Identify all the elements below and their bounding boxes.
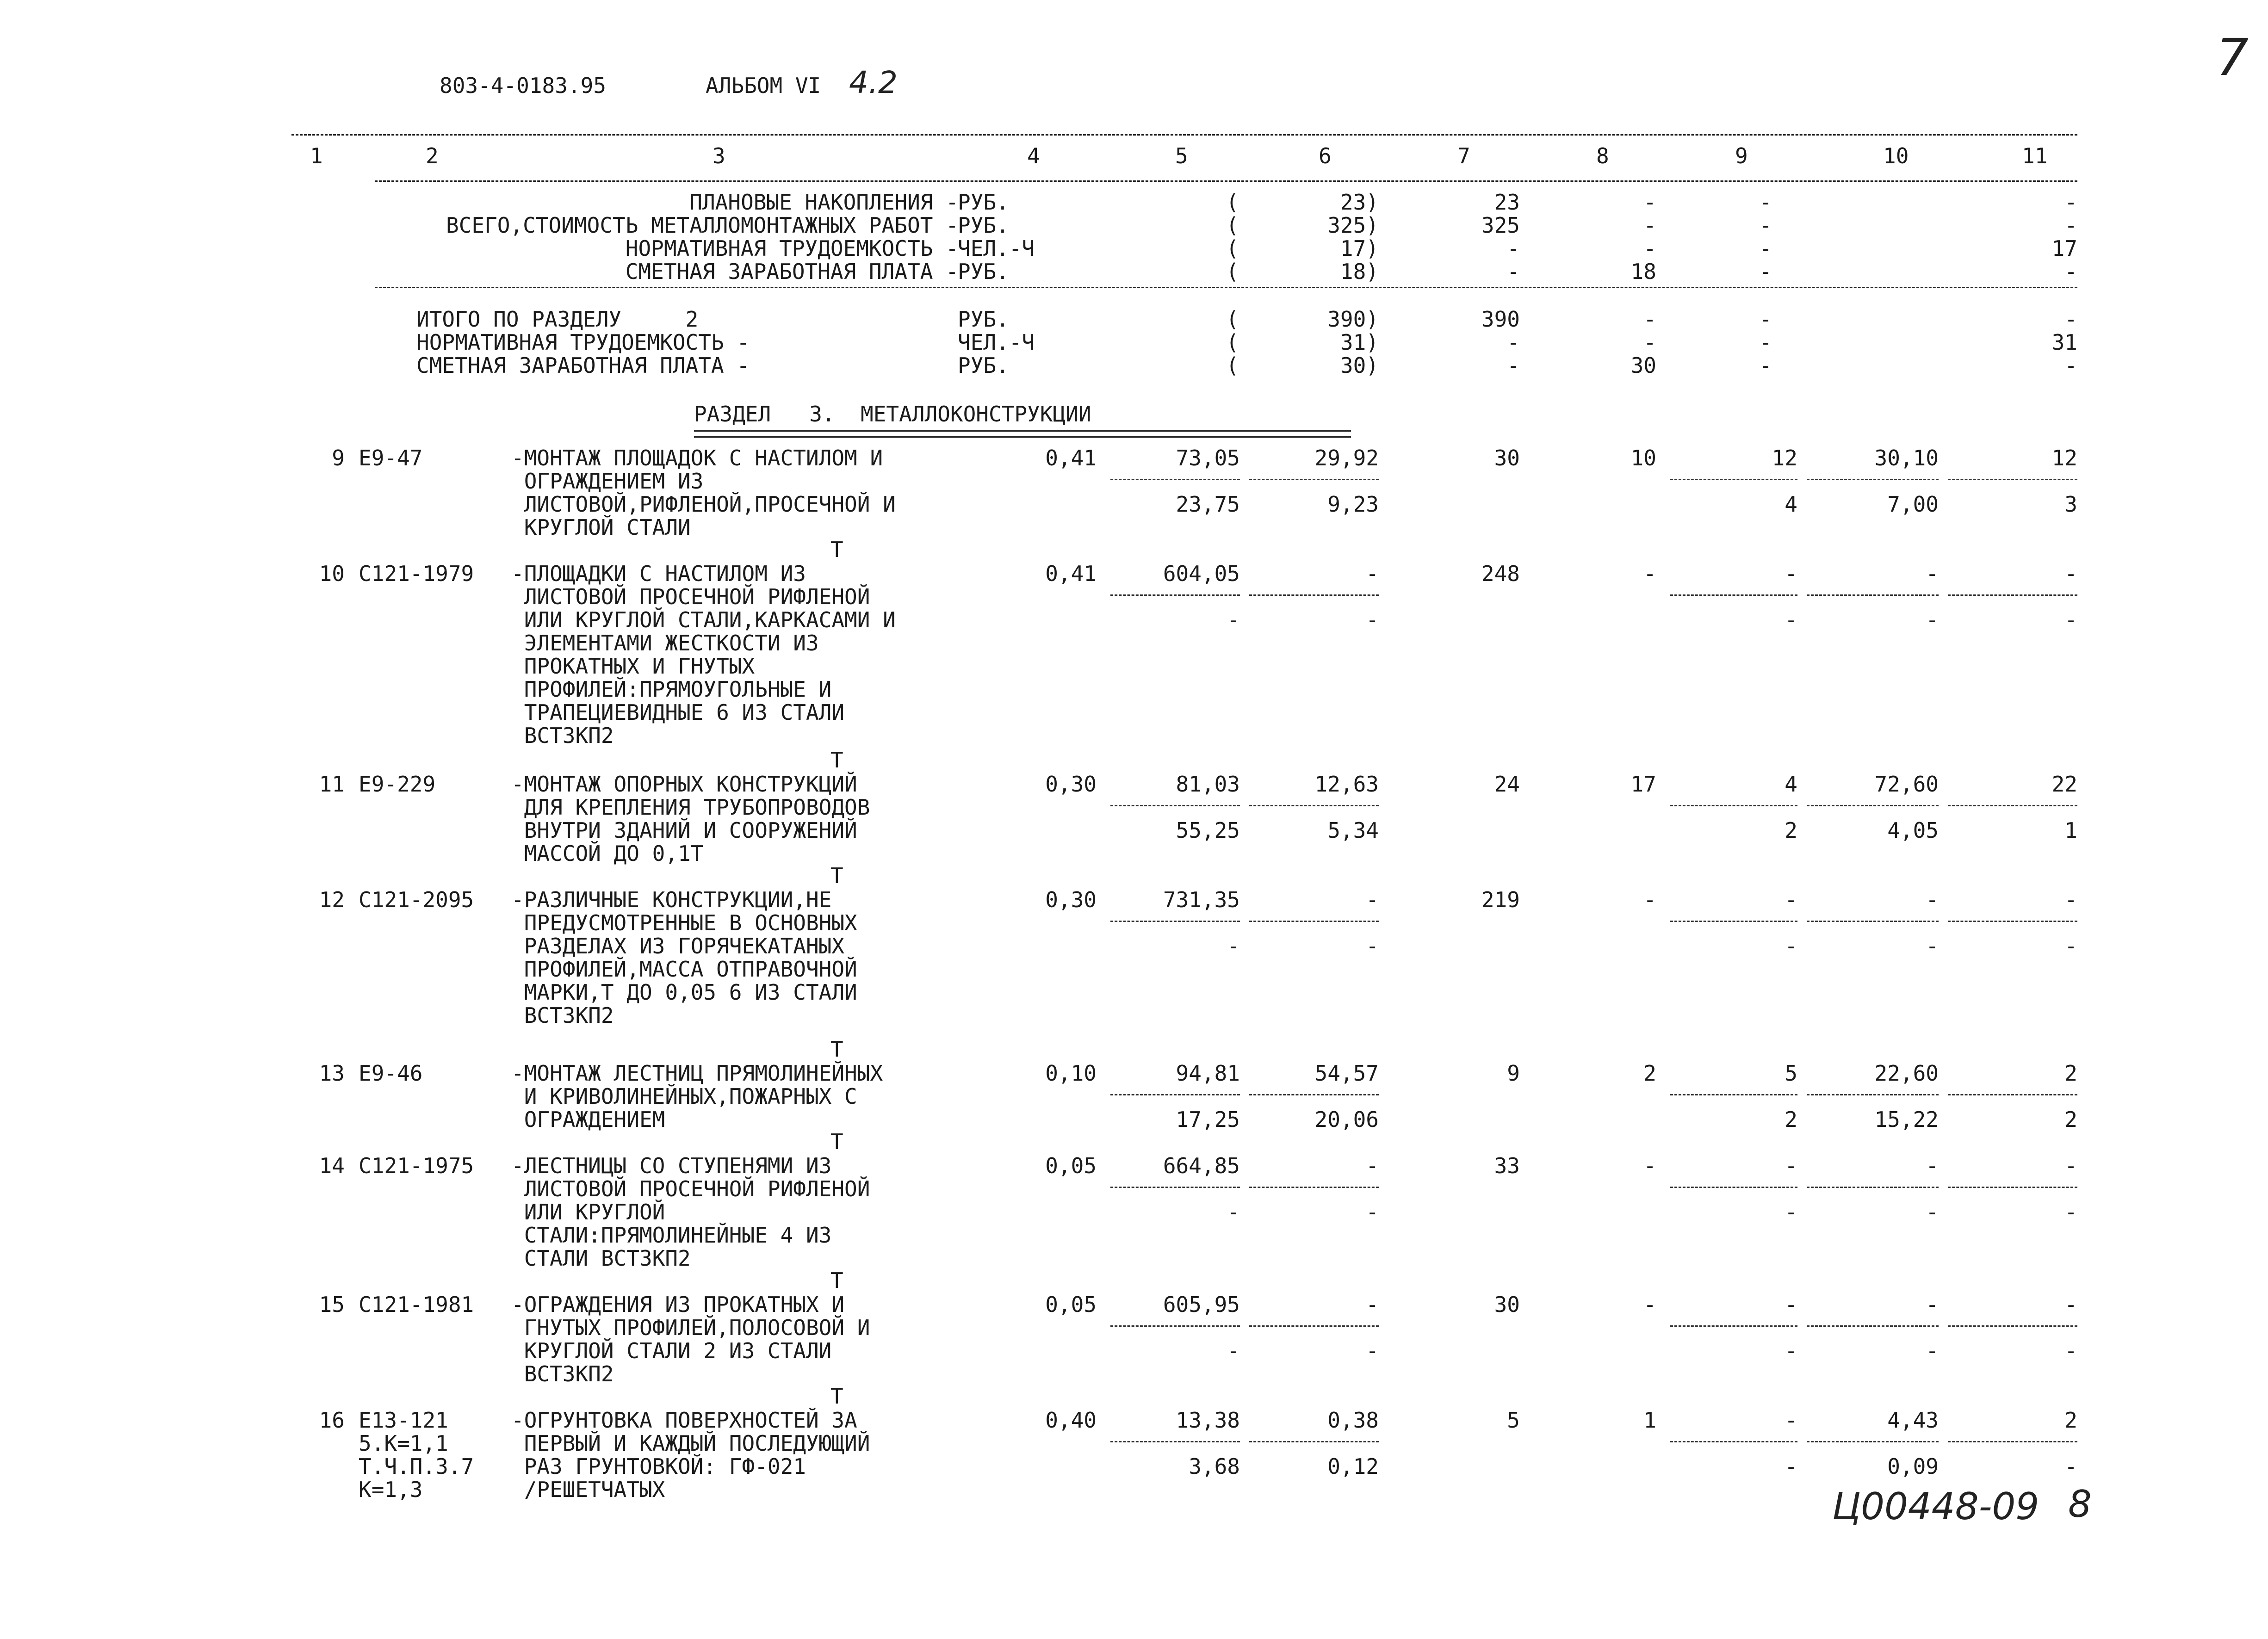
- total-c11: 17: [2051, 236, 2077, 261]
- fraction-divider: [1948, 1094, 2077, 1095]
- item-description-line: ИЛИ КРУГЛОЙ: [511, 1200, 665, 1225]
- item-c9-lower: 2: [1785, 1107, 1797, 1132]
- item-c8: -: [1643, 561, 1656, 586]
- item-c11-lower: 3: [2064, 492, 2077, 517]
- item-c4: 0,05: [1045, 1153, 1097, 1178]
- t-marker: Т: [830, 1384, 843, 1409]
- item-description-line: ОГРАЖДЕНИЕМ: [511, 1107, 665, 1132]
- item-c4: 0,41: [1045, 445, 1097, 470]
- item-c7: 248: [1481, 561, 1520, 586]
- item-c10-lower: 4,05: [1887, 818, 1939, 843]
- item-c6: 12,63: [1314, 772, 1379, 797]
- item-c10: -: [1926, 1292, 1939, 1317]
- item-code: Е9-46: [359, 1061, 423, 1086]
- total-c6: 18): [1340, 259, 1379, 284]
- item-c9: 4: [1785, 772, 1797, 797]
- column-number: 5: [1175, 143, 1188, 168]
- item-c5-lower: -: [1227, 934, 1240, 959]
- fraction-divider: [1249, 1325, 1379, 1327]
- t-marker: Т: [830, 537, 843, 562]
- fraction-divider: [1110, 1325, 1240, 1327]
- item-c9: -: [1785, 1408, 1797, 1433]
- section-total-c9: -: [1759, 307, 1772, 332]
- item-c9: 5: [1785, 1061, 1797, 1086]
- item-c6: -: [1366, 887, 1379, 912]
- t-marker: Т: [830, 748, 843, 773]
- column-number: 8: [1596, 143, 1609, 168]
- item-c5-lower: 17,25: [1176, 1107, 1240, 1132]
- section-total-label: НОРМАТИВНАЯ ТРУДОЕМКОСТЬ -: [416, 330, 750, 355]
- item-code: 5.К=1,1: [359, 1431, 448, 1456]
- item-description-line: -ОГРУНТОВКА ПОВЕРХНОСТЕЙ ЗА: [511, 1408, 857, 1433]
- fraction-divider: [1807, 1325, 1939, 1327]
- section-title-underline: [694, 430, 1351, 438]
- item-c8: 2: [1643, 1061, 1656, 1086]
- fraction-divider: [1110, 805, 1240, 806]
- item-description-line: ИЛИ КРУГЛОЙ СТАЛИ,КАРКАСАМИ И: [511, 607, 896, 632]
- item-c6: -: [1366, 561, 1379, 586]
- item-c5-lower: -: [1227, 607, 1240, 632]
- item-description-line: КРУГЛОЙ СТАЛИ 2 ИЗ СТАЛИ: [511, 1338, 832, 1363]
- item-code: С121-1979: [359, 561, 474, 586]
- item-c6: 29,92: [1314, 445, 1379, 470]
- fraction-divider: [1807, 921, 1939, 922]
- item-description-line: И КРИВОЛИНЕЙНЫХ,ПОЖАРНЫХ С: [511, 1084, 857, 1109]
- item-description-line: ПРЕДУСМОТРЕННЫЕ В ОСНОВНЫХ: [511, 910, 857, 935]
- total-c9: -: [1759, 213, 1772, 238]
- section-total-c7: -: [1507, 353, 1520, 378]
- column-number: 2: [426, 143, 439, 168]
- item-c9: -: [1785, 1153, 1797, 1178]
- item-c10-lower: -: [1926, 607, 1939, 632]
- item-c9-lower: -: [1785, 1338, 1797, 1363]
- section-total-unit: РУБ.: [958, 353, 1009, 378]
- item-number: 15: [319, 1292, 345, 1317]
- item-c9-lower: -: [1785, 607, 1797, 632]
- total-c6: 23): [1340, 190, 1379, 215]
- section-total-c7: 390: [1481, 307, 1520, 332]
- item-c9: -: [1785, 887, 1797, 912]
- item-c9-lower: -: [1785, 1454, 1797, 1479]
- item-c11-lower: 2: [2064, 1107, 2077, 1132]
- item-c6-lower: -: [1366, 607, 1379, 632]
- item-c5: 604,05: [1163, 561, 1240, 586]
- section-total-paren: (: [1226, 353, 1239, 378]
- section-total-label: ИТОГО ПО РАЗДЕЛУ 2: [416, 307, 699, 332]
- item-number: 10: [319, 561, 345, 586]
- fraction-divider: [1249, 479, 1379, 480]
- total-paren: (: [1226, 236, 1239, 261]
- total-label: НОРМАТИВНАЯ ТРУДОЕМКОСТЬ -: [625, 236, 959, 261]
- fraction-divider: [1948, 594, 2077, 596]
- item-c10: -: [1926, 561, 1939, 586]
- total-paren: (: [1226, 190, 1239, 215]
- item-description-line: /РЕШЕТЧАТЫХ: [511, 1477, 665, 1502]
- fraction-divider: [1249, 1441, 1379, 1442]
- section-total-paren: (: [1226, 307, 1239, 332]
- section-total-c11: 31: [2051, 330, 2077, 355]
- album-label: АЛЬБОМ VI: [706, 73, 821, 98]
- item-description-line: МАССОЙ ДО 0,1Т: [511, 841, 704, 866]
- column-number: 9: [1735, 143, 1748, 168]
- fraction-divider: [1249, 805, 1379, 806]
- item-c10: -: [1926, 887, 1939, 912]
- column-number: 11: [2022, 143, 2048, 168]
- fraction-divider: [1948, 805, 2077, 806]
- fraction-divider: [1807, 1187, 1939, 1188]
- item-c7: 219: [1481, 887, 1520, 912]
- item-c11: -: [2064, 1292, 2077, 1317]
- item-c9-lower: 2: [1785, 818, 1797, 843]
- item-code: Т.Ч.П.3.7: [359, 1454, 474, 1479]
- item-c11: -: [2064, 561, 2077, 586]
- item-c5-lower: -: [1227, 1200, 1240, 1225]
- item-c7: 30: [1494, 1292, 1520, 1317]
- fraction-divider: [1670, 805, 1797, 806]
- item-description-line: ГНУТЫХ ПРОФИЛЕЙ,ПОЛОСОВОЙ И: [511, 1315, 870, 1340]
- item-c5-lower: 3,68: [1189, 1454, 1240, 1479]
- fraction-divider: [1249, 594, 1379, 596]
- total-c7: -: [1507, 259, 1520, 284]
- item-c7: 5: [1507, 1408, 1520, 1433]
- column-number: 10: [1883, 143, 1909, 168]
- total-c9: -: [1759, 259, 1772, 284]
- fraction-divider: [1249, 921, 1379, 922]
- fraction-divider: [1670, 479, 1797, 480]
- section-total-paren: (: [1226, 330, 1239, 355]
- column-number: 3: [713, 143, 725, 168]
- item-c5: 13,38: [1176, 1408, 1240, 1433]
- total-c8: -: [1643, 213, 1656, 238]
- item-c7: 24: [1494, 772, 1520, 797]
- item-c5: 664,85: [1163, 1153, 1240, 1178]
- fraction-divider: [1948, 1187, 2077, 1188]
- item-c8: -: [1643, 1153, 1656, 1178]
- section-total-unit: ЧЕЛ.-Ч: [958, 330, 1035, 355]
- item-description-line: -МОНТАЖ ОПОРНЫХ КОНСТРУКЦИЙ: [511, 772, 857, 797]
- item-c6-lower: 9,23: [1327, 492, 1379, 517]
- total-unit: РУБ.: [958, 259, 1009, 284]
- item-description-line: ЭЛЕМЕНТАМИ ЖЕСТКОСТИ ИЗ: [511, 631, 819, 656]
- item-c11: -: [2064, 1153, 2077, 1178]
- item-c6-lower: -: [1366, 934, 1379, 959]
- fraction-divider: [1807, 1441, 1939, 1442]
- item-c8: -: [1643, 1292, 1656, 1317]
- item-code: Е9-229: [359, 772, 436, 797]
- fraction-divider: [1110, 594, 1240, 596]
- item-c6: 0,38: [1327, 1408, 1379, 1433]
- section-total-c8: -: [1643, 307, 1656, 332]
- item-c10: -: [1926, 1153, 1939, 1178]
- item-description-line: ЛИСТОВОЙ ПРОСЕЧНОЙ РИФЛЕНОЙ: [511, 584, 870, 609]
- fraction-divider: [1948, 1325, 2077, 1327]
- item-c11: 2: [2064, 1061, 2077, 1086]
- item-c10-lower: 7,00: [1887, 492, 1939, 517]
- footer-mark-handwritten: Ц00448-09: [1832, 1485, 2039, 1528]
- item-c6: 54,57: [1314, 1061, 1379, 1086]
- fraction-divider: [1807, 1094, 1939, 1095]
- item-c9-lower: 4: [1785, 492, 1797, 517]
- item-c9: -: [1785, 561, 1797, 586]
- item-c8: -: [1643, 887, 1656, 912]
- fraction-divider: [1948, 1441, 2077, 1442]
- item-description-line: ОГРАЖДЕНИЕМ ИЗ: [511, 469, 704, 494]
- item-c5: 731,35: [1163, 887, 1240, 912]
- totals-rule: [375, 287, 2077, 288]
- total-c7: 23: [1494, 190, 1520, 215]
- item-c10-lower: -: [1926, 1200, 1939, 1225]
- total-unit: РУБ.: [958, 190, 1009, 215]
- item-c5-lower: -: [1227, 1338, 1240, 1363]
- total-c9: -: [1759, 190, 1772, 215]
- total-c6: 325): [1327, 213, 1379, 238]
- item-c11-lower: 1: [2064, 818, 2077, 843]
- item-number: 14: [319, 1153, 345, 1178]
- item-c11-lower: -: [2064, 607, 2077, 632]
- total-c6: 17): [1340, 236, 1379, 261]
- fraction-divider: [1807, 805, 1939, 806]
- item-description-line: ПРОФИЛЕЙ:ПРЯМОУГОЛЬНЫЕ И: [511, 677, 832, 702]
- item-c10: 30,10: [1874, 445, 1939, 470]
- item-description-line: ВНУТРИ ЗДАНИЙ И СООРУЖЕНИЙ: [511, 818, 857, 843]
- item-description-line: РАЗ ГРУНТОВКОЙ: ГФ-021: [511, 1454, 806, 1479]
- item-c6-lower: -: [1366, 1338, 1379, 1363]
- fraction-divider: [1670, 1094, 1797, 1095]
- item-c6-lower: 0,12: [1327, 1454, 1379, 1479]
- footer-page-handwritten: 8: [2068, 1483, 2092, 1526]
- item-description-line: РАЗДЕЛАХ ИЗ ГОРЯЧЕКАТАНЫХ: [511, 934, 845, 959]
- total-label: ПЛАНОВЫЕ НАКОПЛЕНИЯ -: [689, 190, 959, 215]
- section-total-c9: -: [1759, 330, 1772, 355]
- section-total-c7: -: [1507, 330, 1520, 355]
- item-c4: 0,40: [1045, 1408, 1097, 1433]
- item-description-line: ТРАПЕЦИЕВИДНЫЕ 6 ИЗ СТАЛИ: [511, 700, 845, 725]
- item-c7: 33: [1494, 1153, 1520, 1178]
- item-c11: 2: [2064, 1408, 2077, 1433]
- item-description-line: -МОНТАЖ ПЛОЩАДОК С НАСТИЛОМ И: [511, 445, 883, 470]
- item-c5: 73,05: [1176, 445, 1240, 470]
- section-total-c9: -: [1759, 353, 1772, 378]
- total-c8: 18: [1630, 259, 1656, 284]
- item-c7: 9: [1507, 1061, 1520, 1086]
- total-c11: -: [2064, 213, 2077, 238]
- item-c11-lower: -: [2064, 1454, 2077, 1479]
- item-c6-lower: -: [1366, 1200, 1379, 1225]
- item-c6-lower: 5,34: [1327, 818, 1379, 843]
- column-number: 4: [1027, 143, 1040, 168]
- fraction-divider: [1110, 479, 1240, 480]
- section-total-c11: -: [2064, 307, 2077, 332]
- fraction-divider: [1670, 921, 1797, 922]
- item-c10-lower: -: [1926, 1338, 1939, 1363]
- item-c9-lower: -: [1785, 1200, 1797, 1225]
- total-paren: (: [1226, 259, 1239, 284]
- fraction-divider: [1110, 921, 1240, 922]
- item-description-line: ПЕРВЫЙ И КАЖДЫЙ ПОСЛЕДУЮЩИЙ: [511, 1431, 870, 1456]
- item-c7: 30: [1494, 445, 1520, 470]
- item-c4: 0,41: [1045, 561, 1097, 586]
- fraction-divider: [1670, 1441, 1797, 1442]
- section-total-c6: 30): [1340, 353, 1379, 378]
- item-code: К=1,3: [359, 1477, 423, 1502]
- item-description-line: ВСТ3КП2: [511, 1003, 614, 1028]
- item-c5-lower: 55,25: [1176, 818, 1240, 843]
- item-c4: 0,30: [1045, 772, 1097, 797]
- item-code: С121-1981: [359, 1292, 474, 1317]
- page-mark-handwritten: 7: [2216, 28, 2249, 87]
- total-paren: (: [1226, 213, 1239, 238]
- total-c9: -: [1759, 236, 1772, 261]
- item-c10-lower: 0,09: [1887, 1454, 1939, 1479]
- item-description-line: ВСТ3КП2: [511, 723, 614, 748]
- item-c11: 12: [2051, 445, 2077, 470]
- t-marker: Т: [830, 1268, 843, 1293]
- item-c9: -: [1785, 1292, 1797, 1317]
- item-number: 16: [319, 1408, 345, 1433]
- item-c10-lower: 15,22: [1874, 1107, 1939, 1132]
- total-label: ВСЕГО,СТОИМОСТЬ МЕТАЛЛОМОНТАЖНЫХ РАБОТ -: [446, 213, 959, 238]
- fraction-divider: [1948, 479, 2077, 480]
- item-description-line: -ПЛОЩАДКИ С НАСТИЛОМ ИЗ: [511, 561, 806, 586]
- item-description-line: КРУГЛОЙ СТАЛИ: [511, 515, 691, 540]
- total-c8: -: [1643, 236, 1656, 261]
- section-title: РАЗДЕЛ 3. МЕТАЛЛОКОНСТРУКЦИИ: [694, 402, 1091, 427]
- fraction-divider: [1807, 594, 1939, 596]
- item-c4: 0,05: [1045, 1292, 1097, 1317]
- album-part-handwritten: 4.2: [849, 65, 898, 100]
- total-label: СМЕТНАЯ ЗАРАБОТНАЯ ПЛАТА -: [625, 259, 959, 284]
- item-c5: 605,95: [1163, 1292, 1240, 1317]
- total-c11: -: [2064, 259, 2077, 284]
- item-c4: 0,30: [1045, 887, 1097, 912]
- header-rule-top: [291, 134, 2077, 136]
- item-description-line: ПРОФИЛЕЙ,МАССА ОТПРАВОЧНОЙ: [511, 957, 857, 982]
- item-c10: 72,60: [1874, 772, 1939, 797]
- item-c8: 17: [1630, 772, 1656, 797]
- fraction-divider: [1249, 1094, 1379, 1095]
- item-code: С121-1975: [359, 1153, 474, 1178]
- item-c9: 12: [1772, 445, 1797, 470]
- fraction-divider: [1110, 1187, 1240, 1188]
- column-number: 7: [1457, 143, 1470, 168]
- item-description-line: ПРОКАТНЫХ И ГНУТЫХ: [511, 654, 755, 679]
- item-number: 11: [319, 772, 345, 797]
- item-c6: -: [1366, 1153, 1379, 1178]
- fraction-divider: [1807, 479, 1939, 480]
- fraction-divider: [1110, 1441, 1240, 1442]
- item-c6-lower: 20,06: [1314, 1107, 1379, 1132]
- item-description-line: ЛИСТОВОЙ,РИФЛЕНОЙ,ПРОСЕЧНОЙ И: [511, 492, 896, 517]
- item-description-line: ЛИСТОВОЙ ПРОСЕЧНОЙ РИФЛЕНОЙ: [511, 1176, 870, 1201]
- item-c5-lower: 23,75: [1176, 492, 1240, 517]
- item-c10-lower: -: [1926, 934, 1939, 959]
- item-number: 13: [319, 1061, 345, 1086]
- fraction-divider: [1670, 594, 1797, 596]
- t-marker: Т: [830, 863, 843, 888]
- section-total-c8: -: [1643, 330, 1656, 355]
- total-c11: -: [2064, 190, 2077, 215]
- item-description-line: МАРКИ,Т ДО 0,05 6 ИЗ СТАЛИ: [511, 980, 857, 1005]
- item-number: 9: [332, 445, 345, 470]
- section-total-label: СМЕТНАЯ ЗАРАБОТНАЯ ПЛАТА -: [416, 353, 750, 378]
- item-c10: 4,43: [1887, 1408, 1939, 1433]
- item-code: С121-2095: [359, 887, 474, 912]
- section-total-c6: 31): [1340, 330, 1379, 355]
- section-total-c8: 30: [1630, 353, 1656, 378]
- total-c7: 325: [1481, 213, 1520, 238]
- fraction-divider: [1110, 1094, 1240, 1095]
- item-description-line: -ЛЕСТНИЦЫ СО СТУПЕНЯМИ ИЗ: [511, 1153, 832, 1178]
- item-description-line: -РАЗЛИЧНЫЕ КОНСТРУКЦИИ,НЕ: [511, 887, 832, 912]
- item-c11-lower: -: [2064, 1338, 2077, 1363]
- total-unit: РУБ.: [958, 213, 1009, 238]
- header-rule-bottom: [375, 180, 2077, 182]
- item-c8: 1: [1643, 1408, 1656, 1433]
- item-description-line: СТАЛИ ВСТ3КП2: [511, 1246, 691, 1271]
- item-c8: 10: [1630, 445, 1656, 470]
- item-description-line: -МОНТАЖ ЛЕСТНИЦ ПРЯМОЛИНЕЙНЫХ: [511, 1061, 883, 1086]
- item-c4: 0,10: [1045, 1061, 1097, 1086]
- item-description-line: СТАЛИ:ПРЯМОЛИНЕЙНЫЕ 4 ИЗ: [511, 1223, 832, 1248]
- item-c11: 22: [2051, 772, 2077, 797]
- column-number: 1: [310, 143, 323, 168]
- item-c10: 22,60: [1874, 1061, 1939, 1086]
- fraction-divider: [1948, 921, 2077, 922]
- fraction-divider: [1670, 1187, 1797, 1188]
- fraction-divider: [1670, 1325, 1797, 1327]
- item-c5: 94,81: [1176, 1061, 1240, 1086]
- total-c8: -: [1643, 190, 1656, 215]
- item-description-line: ВСТ3КП2: [511, 1361, 614, 1386]
- section-total-c6: 390): [1327, 307, 1379, 332]
- fraction-divider: [1249, 1187, 1379, 1188]
- item-code: Е9-47: [359, 445, 423, 470]
- item-c6: -: [1366, 1292, 1379, 1317]
- item-description-line: -ОГРАЖДЕНИЯ ИЗ ПРОКАТНЫХ И: [511, 1292, 845, 1317]
- item-c9-lower: -: [1785, 934, 1797, 959]
- total-c7: -: [1507, 236, 1520, 261]
- item-c5: 81,03: [1176, 772, 1240, 797]
- total-unit: ЧЕЛ.-Ч: [958, 236, 1035, 261]
- item-c11-lower: -: [2064, 1200, 2077, 1225]
- item-c11-lower: -: [2064, 934, 2077, 959]
- item-code: Е13-121: [359, 1408, 448, 1433]
- item-description-line: ДЛЯ КРЕПЛЕНИЯ ТРУБОПРОВОДОВ: [511, 795, 870, 820]
- item-c11: -: [2064, 887, 2077, 912]
- t-marker: Т: [830, 1037, 843, 1062]
- column-number: 6: [1319, 143, 1332, 168]
- t-marker: Т: [830, 1129, 843, 1154]
- section-total-c11: -: [2064, 353, 2077, 378]
- item-number: 12: [319, 887, 345, 912]
- doc-code: 803-4-0183.95: [440, 73, 607, 98]
- section-total-unit: РУБ.: [958, 307, 1009, 332]
